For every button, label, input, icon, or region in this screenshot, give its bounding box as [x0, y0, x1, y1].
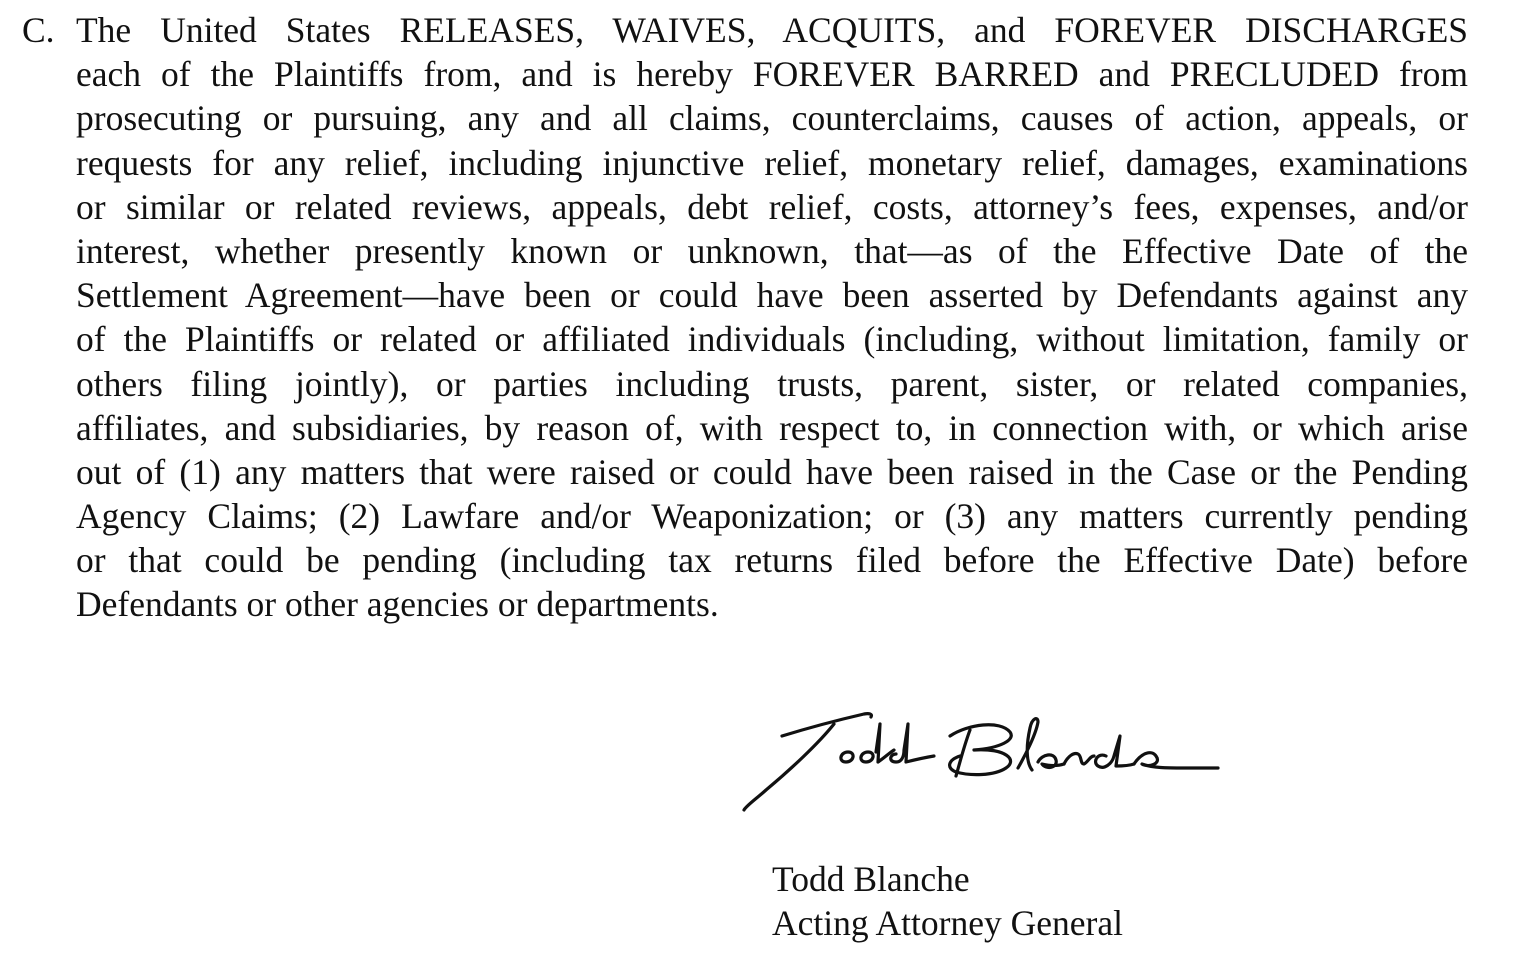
paragraph-line: affiliates, and subsidiaries, by reason of, with respect to, in connection with, or which arise — [76, 407, 1468, 448]
paragraph-line: interest, whether presently known or unknown, that—as of the Effective Date of the — [76, 230, 1468, 271]
signatory-name: Todd Blanche — [772, 859, 970, 899]
paragraph-line: Defendants or other agencies or departments. — [76, 584, 719, 625]
paragraph-line: Settlement Agreement—have been or could have been asserted by Defendants against any — [76, 275, 1468, 316]
clause-c-paragraph — [22, 8, 1468, 627]
signatory-title: Acting Attorney General — [772, 903, 1123, 943]
paragraph-line: out of (1) any matters that were raised or could have been raised in the Case or the Pending — [76, 451, 1468, 492]
paragraph-line: Agency Claims; (2) Lawfare and/or Weaponization; or (3) any matters currently pending — [76, 496, 1468, 537]
clause-label: C. — [22, 10, 55, 50]
paragraph-line: each of the Plaintiffs from, and is hereby FOREVER BARRED and PRECLUDED from — [76, 54, 1468, 95]
paragraph-line: The United States RELEASES, WAIVES, ACQUITS, and FOREVER DISCHARGES — [76, 10, 1468, 50]
paragraph-line: or similar or related reviews, appeals, debt relief, costs, attorney’s fees, expenses, and/or — [76, 186, 1468, 227]
handwritten-signature — [738, 706, 1224, 816]
paragraph-line: or that could be pending (including tax returns filed before the Effective Date) before — [76, 540, 1468, 581]
paragraph-line: others filing jointly), or parties including trusts, parent, sister, or related companies, — [76, 363, 1468, 404]
paragraph-line: requests for any relief, including injunctive relief, monetary relief, damages, examinations — [76, 142, 1468, 183]
signature-block — [772, 857, 1123, 945]
paragraph-line: of the Plaintiffs or related or affiliated individuals (including, without limitation, family or — [76, 319, 1468, 360]
paragraph-line: prosecuting or pursuing, any and all claims, counterclaims, causes of action, appeals, or — [76, 98, 1468, 139]
